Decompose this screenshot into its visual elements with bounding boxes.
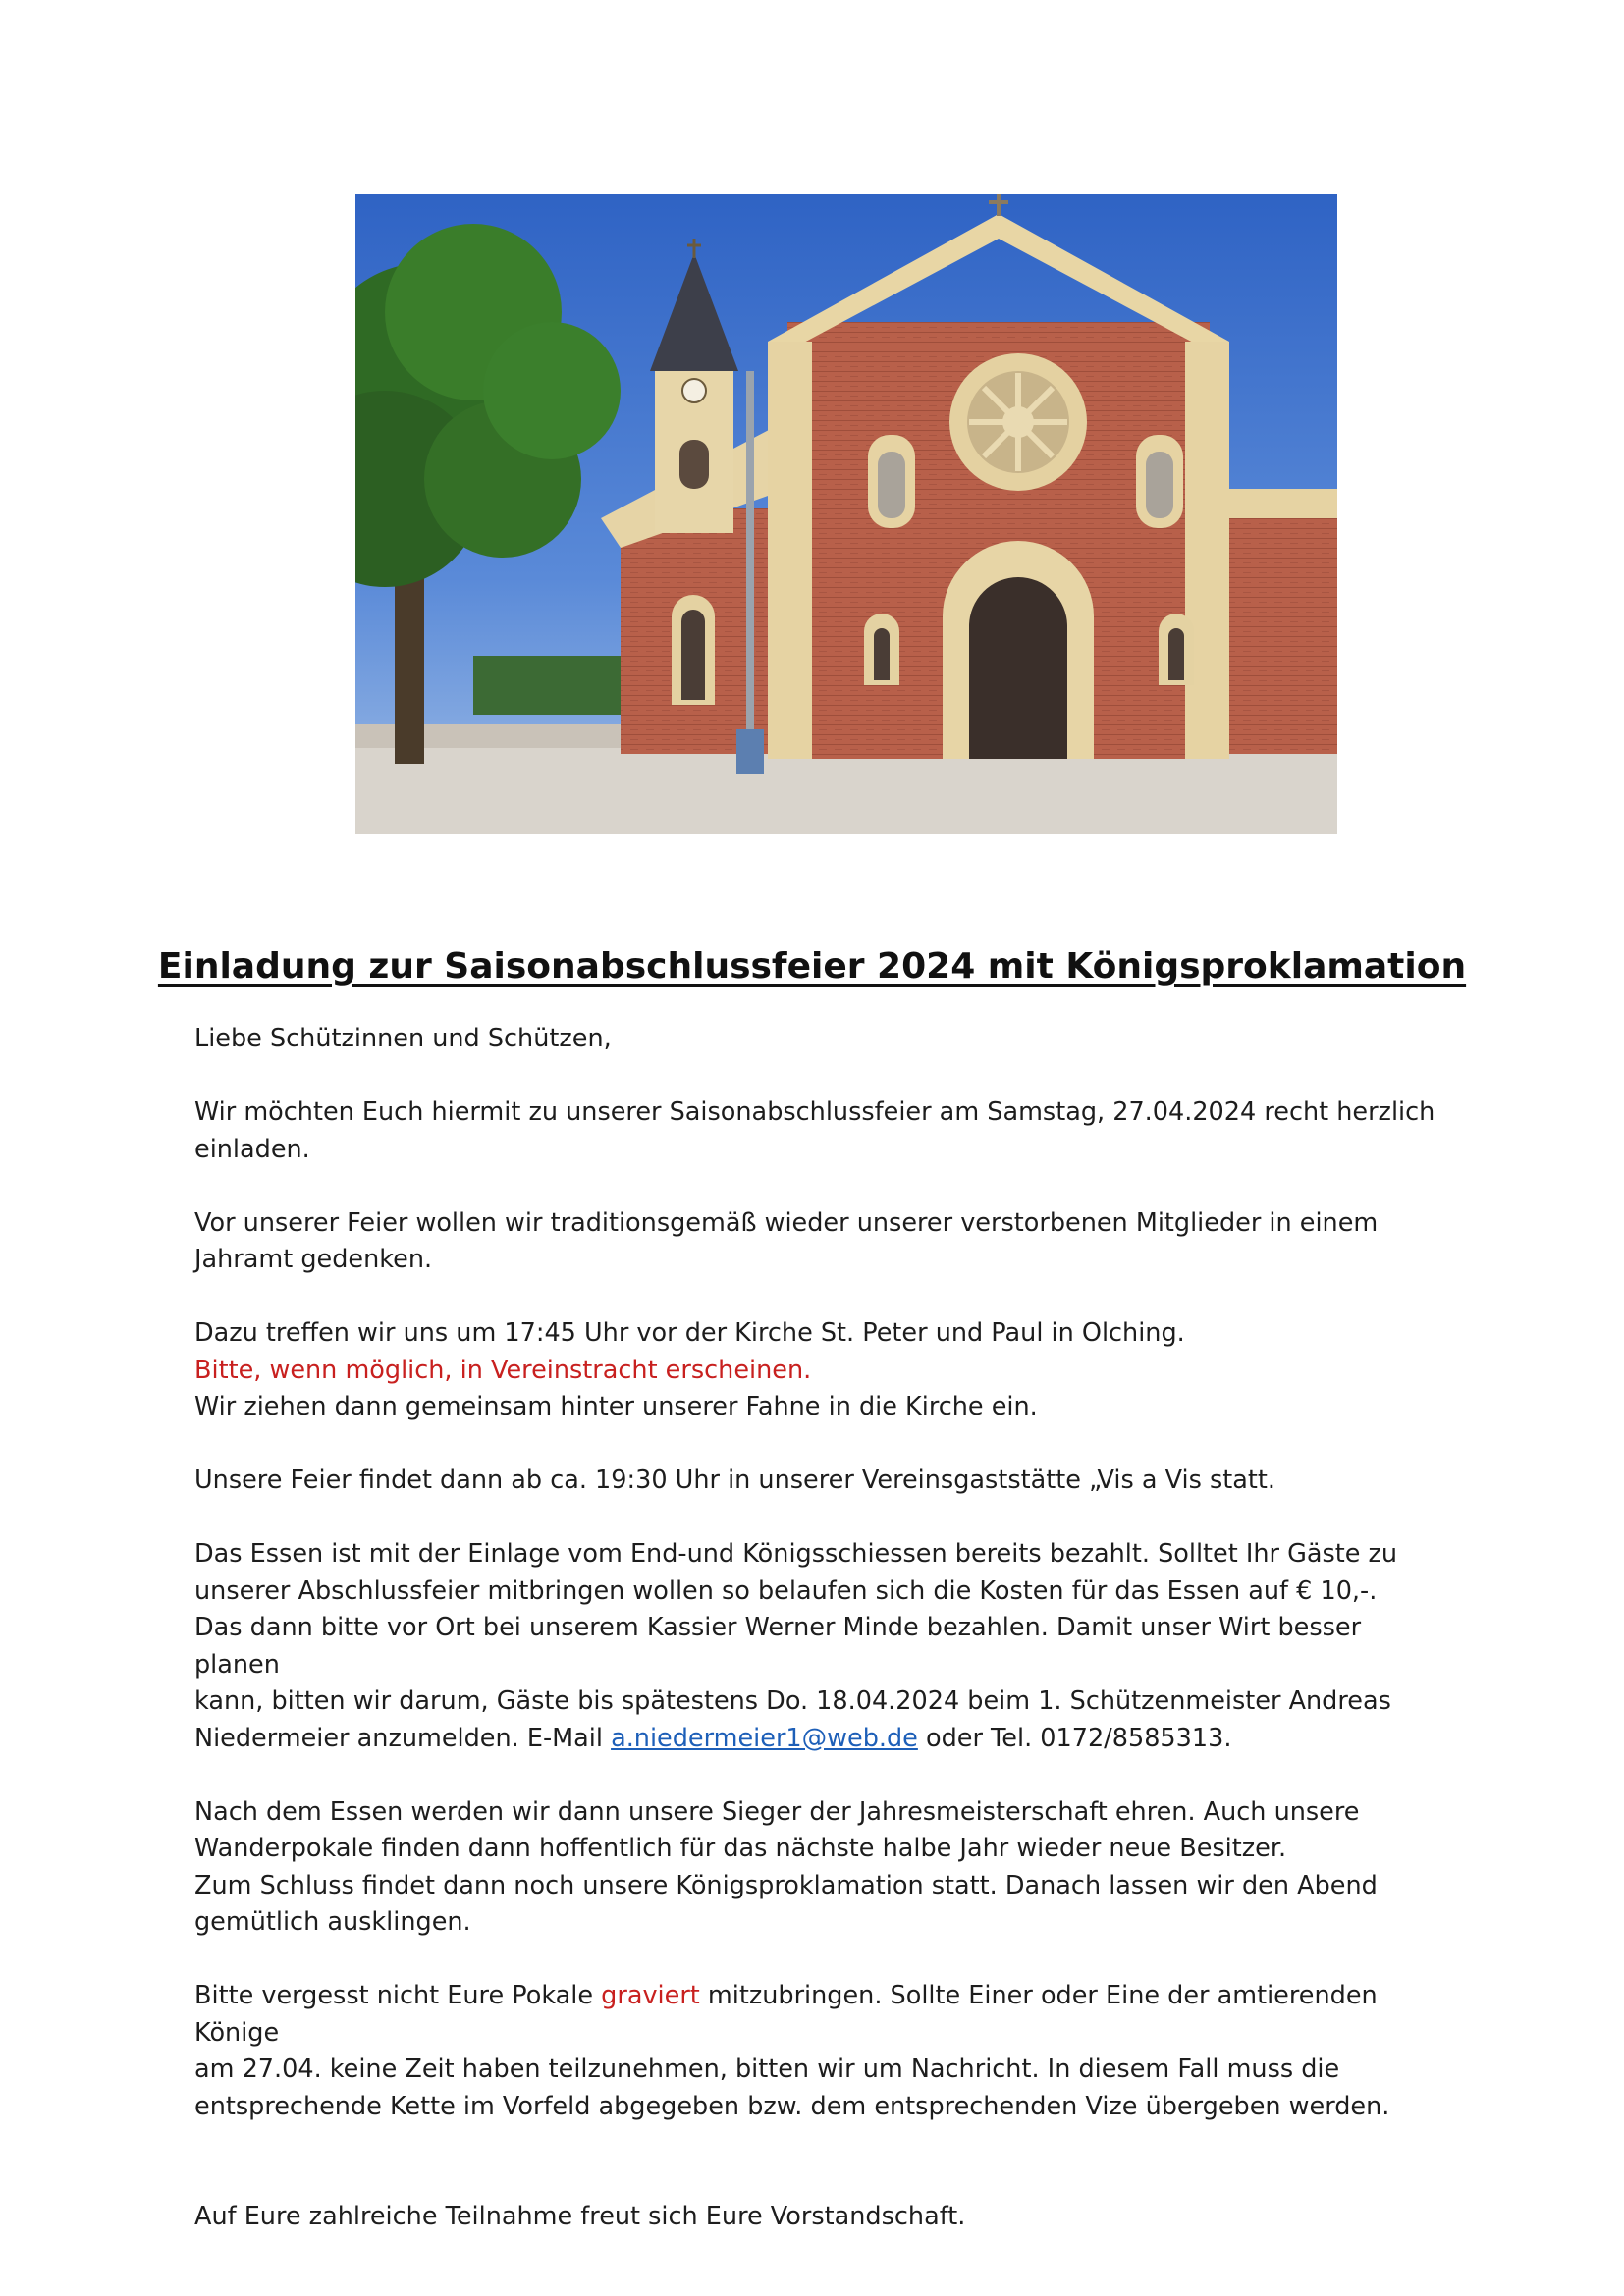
letter-body <box>194 1021 1451 2236</box>
invitation-line-1: Wir möchten Euch hiermit zu unserer Saisonabschlussfeier am Samstag, 27.04.2024 recht herzlich <box>194 1097 1435 1127</box>
trophy-line-1-pre: Bitte vergesst nicht Eure Pokale <box>194 1981 602 2010</box>
trophy-line-1 <box>194 1978 1451 2052</box>
church-photo <box>355 194 1337 834</box>
trophy-line-3: entsprechende Kette im Vorfeld abgegeben bzw. dem entsprechenden Vize übergeben werden. <box>194 2091 1390 2121</box>
memorial-line-1: Vor unserer Feier wollen wir traditionsgemäß wieder unserer verstorbenen Mitglieder in einem <box>194 1207 1379 1238</box>
trophy-line-2: am 27.04. keine Zeit haben teilzunehmen, bitten wir um Nachricht. In diesem Fall muss die <box>194 2055 1340 2084</box>
page-title: Einladung zur Saisonabschlussfeier 2024 mit Königsproklamation <box>157 946 1467 987</box>
closing-line: Auf Eure zahlreiche Teilnahme freut sich Eure Vorstandschaft. <box>194 2202 966 2231</box>
contact-line <box>194 1721 1451 1758</box>
invitation-line-2: einladen. <box>194 1134 310 1164</box>
cost-line-2: unserer Abschlussfeier mitbringen wollen so belaufen sich die Kosten für das Essen auf € 10,-. <box>194 1575 1378 1606</box>
cost-line-1: Das Essen ist mit der Einlage vom End-und Königsschiessen bereits bezahlt. Solltet Ihr Gäste zu <box>194 1539 1398 1569</box>
contact-line-post: oder Tel. 0172/8585313. <box>917 1723 1232 1753</box>
awards-line-2: Wanderpokale finden dann hoffentlich für das nächste halbe Jahr wieder neue Besitzer. <box>194 1834 1287 1863</box>
dress-code-note: Bitte, wenn möglich, in Vereinstracht erscheinen. <box>194 1355 812 1385</box>
procession-line: Wir ziehen dann gemeinsam hinter unserer Fahne in die Kirche ein. <box>194 1392 1038 1421</box>
memorial-line-2: Jahramt gedenken. <box>194 1245 433 1274</box>
awards-line-4: gemütlich ausklingen. <box>194 1907 471 1937</box>
cost-line-4: kann, bitten wir darum, Gäste bis spätestens Do. 18.04.2024 beim 1. Schützenmeister Andreas <box>194 1686 1391 1716</box>
cost-line-3: Das dann bitte vor Ort bei unserem Kassier Werner Minde bezahlen. Damit unser Wirt besser planen <box>194 1613 1362 1680</box>
meeting-line: Dazu treffen wir uns um 17:45 Uhr vor der Kirche St. Peter und Paul in Olching. <box>194 1318 1185 1348</box>
trophy-line-1-post: mitzubringen. Sollte Einer oder Eine der amtierenden Könige <box>194 1981 1378 2048</box>
awards-line-3: Zum Schluss findet dann noch unsere Königsproklamation statt. Danach lassen wir den Abend <box>194 1870 1378 1900</box>
venue-line: Unsere Feier findet dann ab ca. 19:30 Uhr in unserer Vereinsgaststätte „Vis a Vis statt. <box>194 1466 1276 1495</box>
greeting: Liebe Schützinnen und Schützen, <box>194 1024 612 1053</box>
awards-line-1: Nach dem Essen werden wir dann unsere Sieger der Jahresmeisterschaft ehren. Auch unsere <box>194 1796 1360 1827</box>
engraved-highlight: graviert <box>601 1981 700 2010</box>
contact-line-pre: Niedermeier anzumelden. E-Mail <box>194 1723 612 1753</box>
email-link[interactable]: a.niedermeier1@web.de <box>611 1723 918 1753</box>
